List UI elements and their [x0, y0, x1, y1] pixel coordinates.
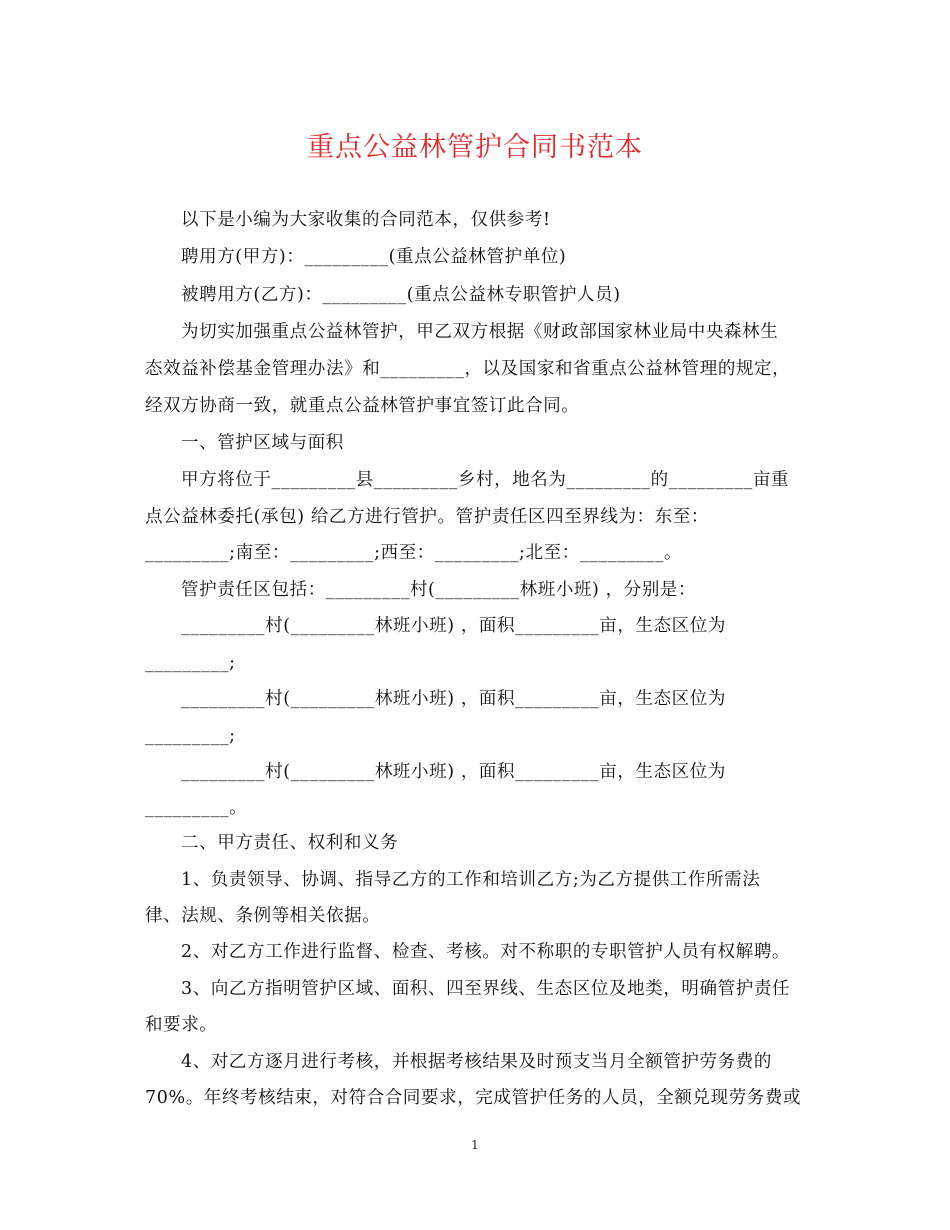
section-heading-1: 一、管护区域与面积 — [181, 433, 344, 453]
section-1-line-1: 甲方将位于_________县_________乡村，地名为_________的_________亩重 — [181, 470, 790, 490]
intro-line: 以下是小编为大家收集的合同范本，仅供参考! — [181, 210, 551, 230]
page-number: 1 — [471, 1138, 479, 1152]
village-entry-3-cont: _________。 — [145, 798, 248, 818]
clause-4-line-2: 70%。年终考核结束，对符合合同要求，完成管护任务的人员，全额兑现劳务费或 — [145, 1088, 802, 1108]
party-b-line: 被聘用方(乙方)：_________(重点公益林专职管护人员) — [181, 285, 621, 305]
section-heading-2: 二、甲方责任、权利和义务 — [181, 833, 399, 853]
clause-3-line-1: 3、向乙方指明管护区域、面积、四至界线、生态区位及地类，明确管护责任 — [181, 979, 791, 999]
clause-2-line-1: 2、对乙方工作进行监督、检查、考核。对不称职的专职管护人员有权解聘。 — [181, 942, 791, 962]
clause-4-line-1: 4、对乙方逐月进行考核，并根据考核结果及时预支当月全额管护劳务费的 — [181, 1052, 772, 1072]
preamble-line-3: 经双方协商一致，就重点公益林管护事宜签订此合同。 — [145, 396, 580, 416]
village-entry-2-cont: _________; — [145, 726, 236, 746]
village-entry-1-cont: _________; — [145, 653, 236, 673]
preamble-line-1: 为切实加强重点公益林管护，甲乙双方根据《财政部国家林业局中央森林生 — [181, 322, 779, 342]
clause-1-line-2: 律、法规、条例等相关依据。 — [145, 906, 381, 926]
clause-1-line-1: 1、负责领导、协调、指导乙方的工作和培训乙方;为乙方提供工作所需法 — [181, 870, 761, 890]
village-entry-3: _________村(_________林班小班) ，面积_________亩，生态区位为 — [181, 762, 726, 782]
section-1-line-3: _________;南至：_________;西至：_________;北至：_________。 — [145, 543, 683, 563]
clause-3-line-2: 和要求。 — [145, 1015, 218, 1035]
party-a-line: 聘用方(甲方)：_________(重点公益林管护单位) — [181, 247, 567, 267]
document-title: 重点公益林管护合同书范本 — [307, 132, 643, 163]
section-1-line-2: 点公益林委托(承包) 给乙方进行管护。管护责任区四至界线为：东至： — [145, 507, 710, 527]
village-entry-2: _________村(_________林班小班) ，面积_________亩，生态区位为 — [181, 689, 726, 709]
section-1-line-4: 管护责任区包括：_________村(_________林班小班) ，分别是： — [181, 580, 697, 600]
village-entry-1: _________村(_________林班小班) ，面积_________亩，生态区位为 — [181, 616, 726, 636]
preamble-line-2: 态效益补偿基金管理办法》和_________，以及国家和省重点公益林管理的规定， — [145, 359, 791, 379]
